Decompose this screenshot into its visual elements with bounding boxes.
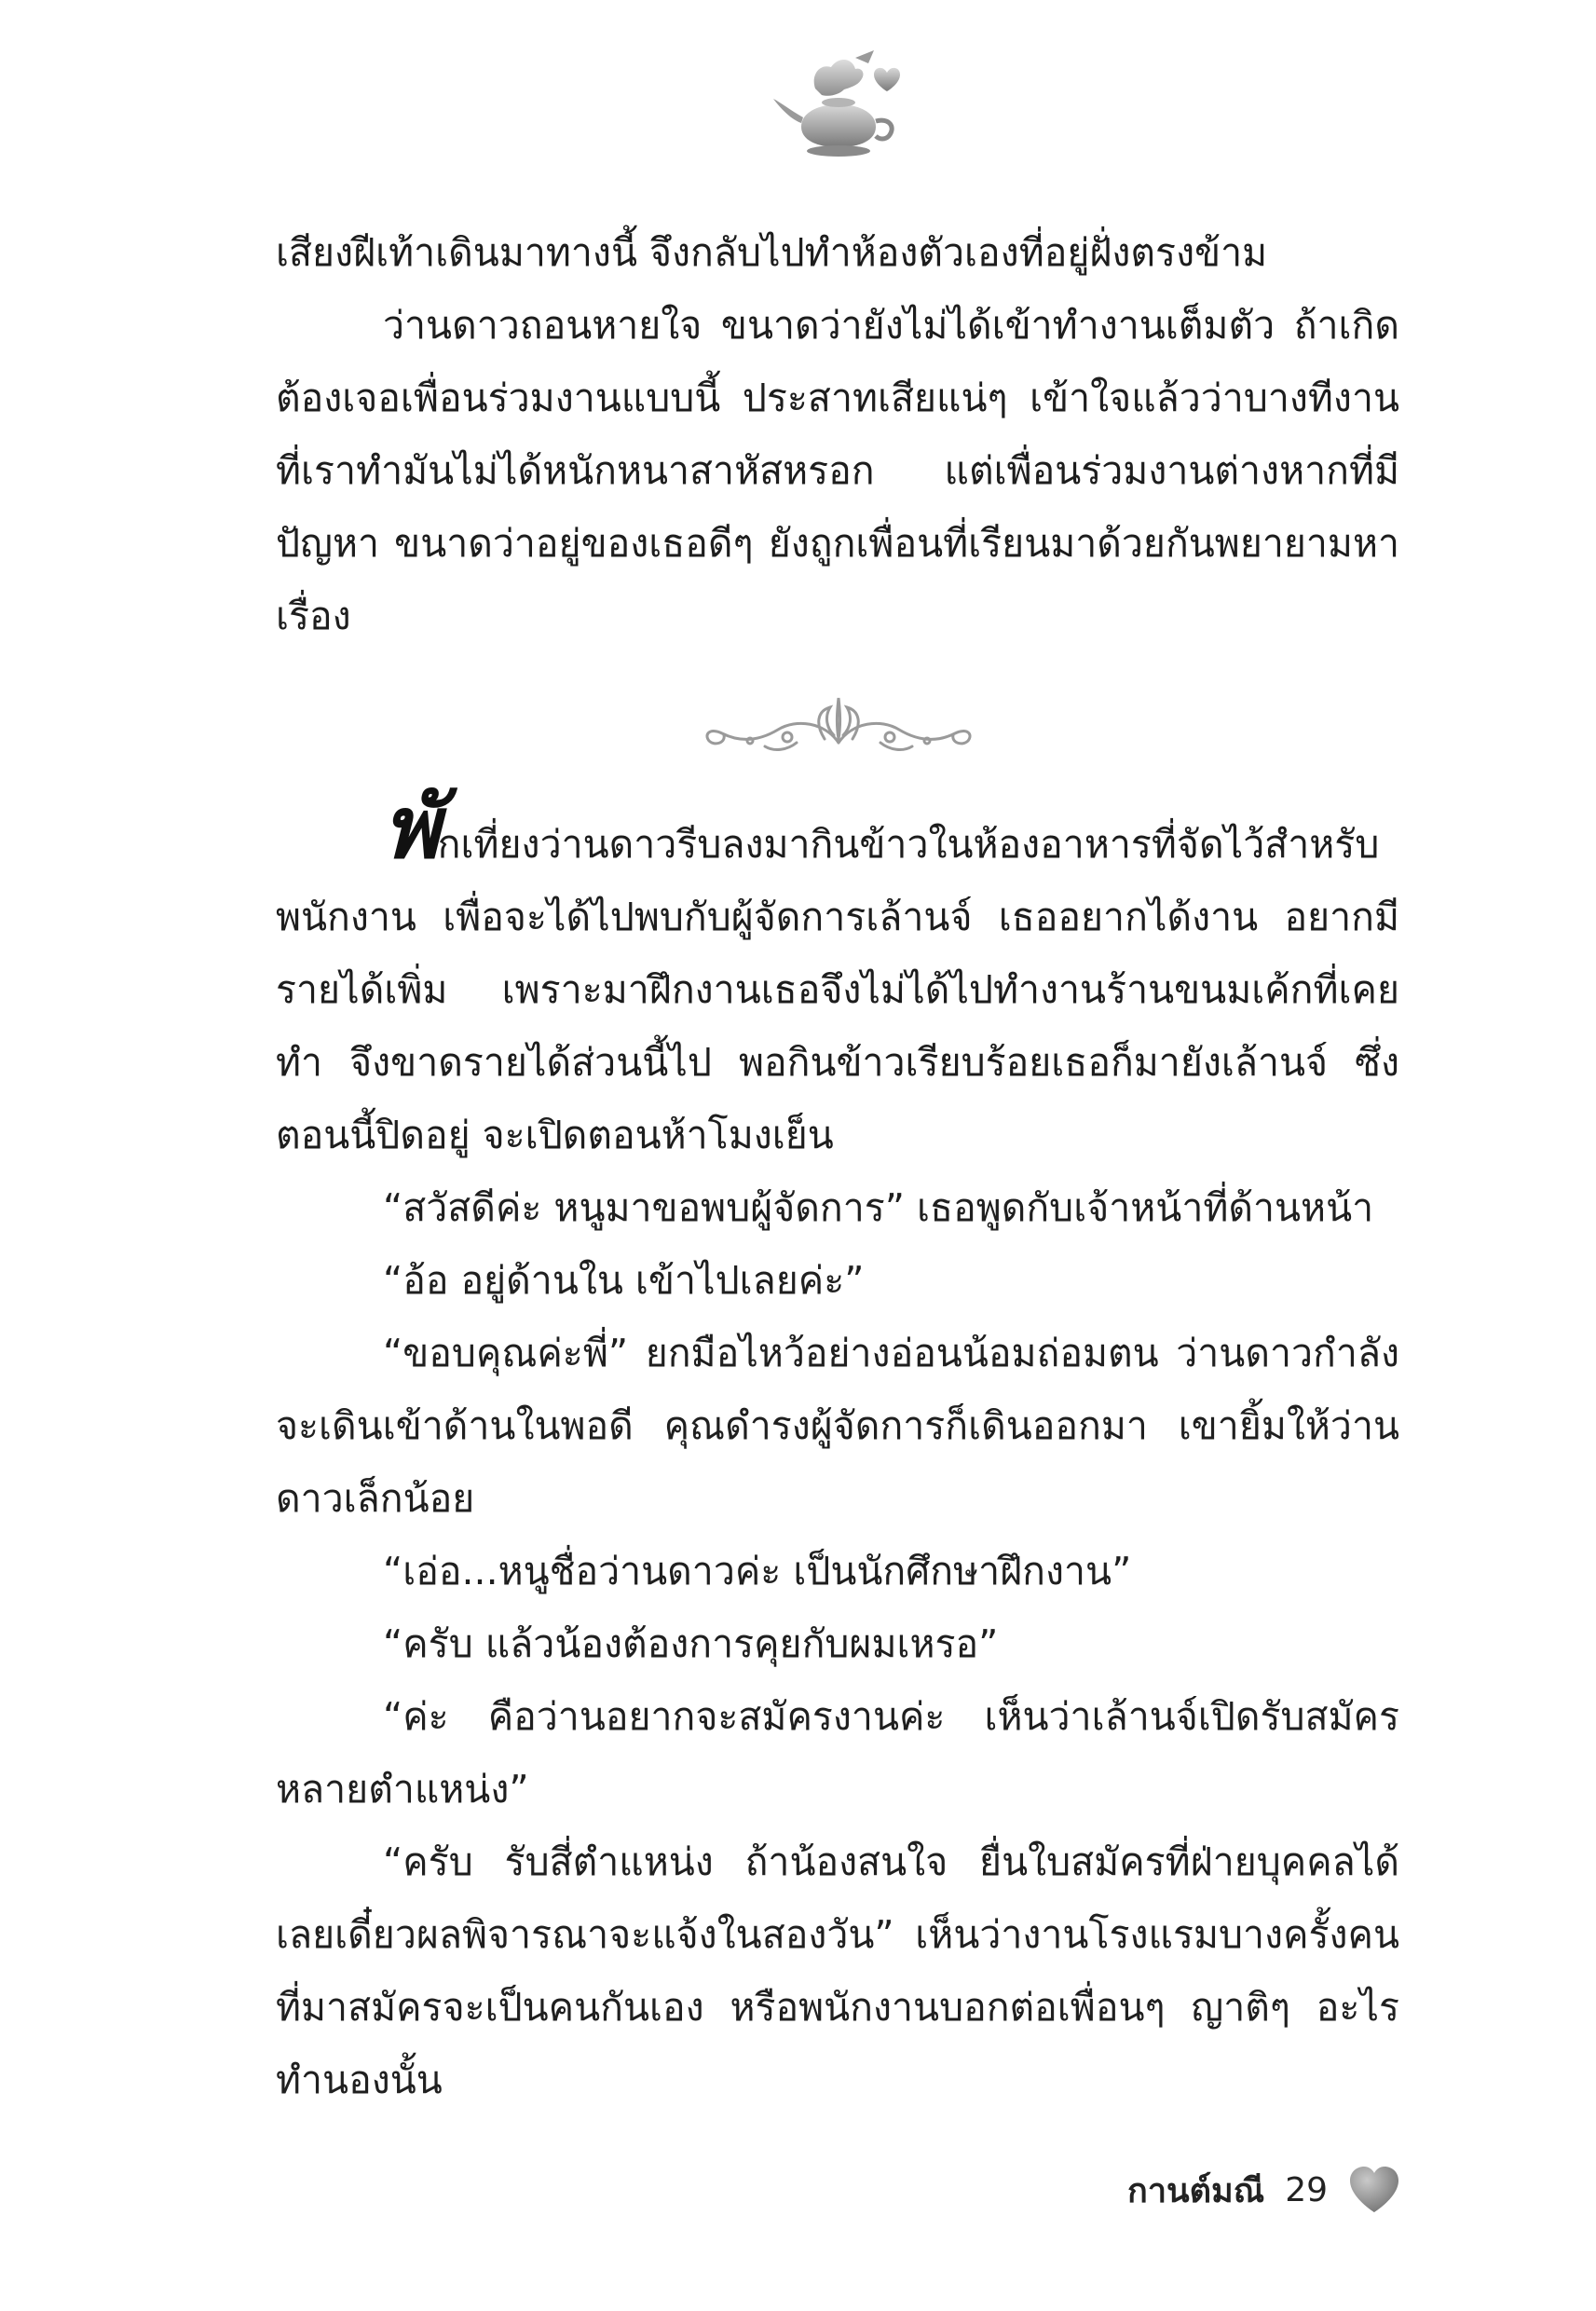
dialogue-line: “สวัสดีค่ะ หนูมาขอพบผู้จัดการ” เธอพูดกับเจ้าหน้าที่ด้านหน้า xyxy=(383,1185,1374,1230)
teapot-cupid-icon xyxy=(764,47,913,168)
page-number: 29 xyxy=(1285,2170,1328,2209)
text-block-2 xyxy=(276,777,1399,2116)
dialogue-line: “ค่ะ คือว่านอยากจะสมัครงานค่ะ เห็นว่าเล้านจ์เปิดรับสมัครหลายตำแหน่ง” xyxy=(276,1694,1399,1812)
page-footer xyxy=(1127,2162,1400,2218)
scroll-divider-icon xyxy=(685,685,992,769)
text-block-1 xyxy=(276,216,1399,652)
book-title: กานต์มณี xyxy=(1127,2171,1265,2210)
heart-icon xyxy=(1348,2166,1400,2214)
chapter-opening-paragraph xyxy=(276,777,1399,1171)
drop-cap: พั xyxy=(383,777,438,878)
paragraph-continuation: เสียงฝีเท้าเดินมาทางนี้ จึงกลับไปทำห้องตัวเองที่อยู่ฝั่งตรงข้าม xyxy=(276,230,1268,275)
paragraph-text: กเที่ยงว่านดาวรีบลงมากินข้าวในห้องอาหารที่จัดไว้สำหรับพนักงาน เพื่อจะได้ไปพบกับผู้จัดการเล้านจ์ เธออยากได้งาน อยากมีรายได้เพิ่ม เพราะมาฝึกงานเธอจึงไม่ได้ไปทำงานร้านขนมเค้กที่เคยทำ จึงขาดรายได้ส่วนนี้ไป พอกินข้าวเรียบร้อยเธอก็มายังเล้านจ์ ซึ่งตอนนี้ปิดอยู่ จะเปิดตอนห้าโมงเย็น xyxy=(276,822,1399,1157)
dialogue-line: “ขอบคุณค่ะพี่” ยกมือไหว้อย่างอ่อนน้อมถ่อมตน ว่านดาวกำลังจะเดินเข้าด้านในพอดี คุณดำรงผู้จัดการก็เดินออกมา เขายิ้มให้ว่านดาวเล็กน้อย xyxy=(276,1331,1399,1521)
dialogue-line: “ครับ รับสี่ตำแหน่ง ถ้าน้องสนใจ ยื่นใบสมัครที่ฝ่ายบุคคลได้เลยเดี๋ยวผลพิจารณาจะแจ้งในสองวัน” เห็นว่างานโรงแรมบางครั้งคนที่มาสมัครจะเป็นคนกันเอง หรือพนักงานบอกต่อเพื่อนๆ ญาติๆ อะไรทำนองนั้น xyxy=(276,1839,1399,2102)
dialogue-line: “เอ่อ...หนูชื่อว่านดาวค่ะ เป็นนักศึกษาฝึกงาน” xyxy=(383,1549,1132,1593)
paragraph: ว่านดาวถอนหายใจ ขนาดว่ายังไม่ได้เข้าทำงานเต็มตัว ถ้าเกิดต้องเจอเพื่อนร่วมงานแบบนี้ ประสาทเสียแน่ๆ เข้าใจแล้วว่าบางทีงานที่เราทำมันไม่ได้หนักหนาสาหัสหรอก แต่เพื่อนร่วมงานต่างหากที่มีปัญหา ขนาดว่าอยู่ของเธอดีๆ ยังถูกเพื่อนที่เรียนมาด้วยกันพยายามหาเรื่อง xyxy=(276,303,1399,638)
dialogue-line: “ครับ แล้วน้องต้องการคุยกับผมเหรอ” xyxy=(383,1621,999,1666)
dialogue-line: “อ้อ อยู่ด้านใน เข้าไปเลยค่ะ” xyxy=(383,1258,865,1303)
